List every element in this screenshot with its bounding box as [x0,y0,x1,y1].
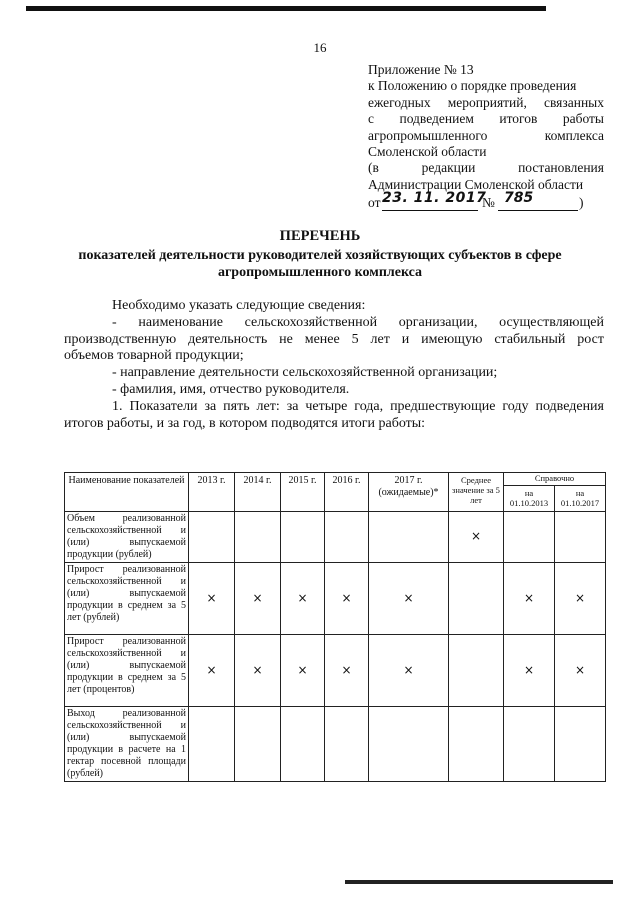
x-mark: × [574,662,586,677]
document-title: ПЕРЕЧЕНЬ [279,228,361,244]
cell [325,635,369,707]
x-mark: × [403,590,414,605]
cell [504,512,555,563]
list-item-line: - наименование сельскохозяйственной организации, осуществляющей [112,314,604,330]
indicators-table [64,472,606,782]
appendix-title: Приложение № 13 [368,62,474,77]
appendix-line: Администрации Смоленской области [368,176,584,192]
table-row [65,707,606,782]
table-row [65,512,606,563]
cell [449,563,504,635]
cell [281,707,325,782]
handwritten-number: 785 [504,190,534,207]
cell [369,707,449,782]
appendix-line: агропромышленного комплекса [368,127,604,143]
number-underline [498,210,578,211]
x-mark: × [206,590,217,605]
cell [325,707,369,782]
x-mark: × [403,662,414,677]
appendix-line: (в редакции постановления [368,160,604,176]
header-ref-2017 [555,486,606,512]
handwritten-date: 23. 11. 2017 [382,190,487,207]
intro-paragraph: Необходимо указать следующие сведения: [112,298,366,313]
cell [449,635,504,707]
row-name: Выход реализованной сельскохозяйственной и (или) выпускаемой продукции в расчете на 1 гектар посевной площади (рублей) [65,707,189,782]
cell [369,635,449,707]
ref-date: 01.10.2017 [560,498,600,508]
table-row [65,563,606,635]
cell [555,635,606,707]
cell [235,563,281,635]
x-mark: × [523,662,535,677]
x-mark: × [470,529,482,543]
appendix-line: ежегодных мероприятий, связанных [368,94,604,110]
appendix-line: с подведением итогов работы [368,111,604,127]
header-2016: 2016 г. [325,473,369,512]
cell [281,563,325,635]
row-name: Объем реализованной сельскохозяйственной и (или) выпускаемой продукции (рублей) [65,512,189,563]
number-label: № [482,195,495,211]
ref-prefix: на [524,488,534,498]
x-mark: × [523,590,535,605]
x-mark: × [574,590,586,605]
cell [369,512,449,563]
resolution-date-number [368,190,604,213]
closing-paren: ) [579,195,584,211]
x-mark: × [252,590,263,605]
ref-date: 01.10.2013 [509,498,549,508]
page-number: 16 [313,40,327,55]
x-mark: × [297,590,308,605]
cell [504,563,555,635]
header-2013: 2013 г. [189,473,235,512]
header-ref-2013 [504,486,555,512]
table-row [65,635,606,707]
header-reference: Справочно [504,473,606,486]
cell [449,707,504,782]
body-text [64,298,604,432]
cell [189,707,235,782]
x-mark: × [252,662,263,677]
appendix-block [368,62,604,213]
date-prefix: от [368,195,381,211]
cell [504,635,555,707]
subtitle-line-2: агропромышленного комплекса [217,264,423,280]
document-subtitle [60,248,580,281]
cell [281,635,325,707]
scan-top-edge [26,6,546,11]
cell [325,512,369,563]
list-item: - направление деятельности сельскохозяйственной организации; [112,365,498,381]
cell [235,512,281,563]
x-mark: × [206,662,217,677]
x-mark: × [297,662,308,677]
scan-bottom-edge [345,880,613,884]
cell [449,512,504,563]
header-2015: 2015 г. [281,473,325,512]
ref-prefix: на [575,488,585,498]
cell [555,563,606,635]
header-average: Среднее значение за 5 лет [449,473,504,512]
list-item-line: объемов товарной продукции; [64,348,244,364]
paragraph-line: 1. Показатели за пять лет: за четыре года, предшествующие году подведения [112,398,604,414]
appendix-line: к Положению о порядке проведения [368,78,577,94]
x-mark: × [341,662,352,677]
paragraph-line: итогов работы, и за год, в котором подводятся итоги работы: [64,415,426,431]
subtitle-line-1: показателей деятельности руководителей хозяйствующих субъектов в сфере [78,248,562,263]
row-name: Прирост реализованной сельскохозяйственной и (или) выпускаемой продукции в среднем за 5 лет (процентов) [65,635,189,707]
cell [235,635,281,707]
x-mark: × [341,590,352,605]
cell [555,707,606,782]
cell [189,512,235,563]
header-name: Наименование показателей [65,473,189,512]
header-2017: 2017 г. (ожидаемые)* [369,473,449,512]
date-underline [382,210,478,211]
cell [504,707,555,782]
cell [235,707,281,782]
cell [325,563,369,635]
cell [281,512,325,563]
cell [369,563,449,635]
cell [189,563,235,635]
appendix-line: Смоленской области [368,144,487,160]
cell [555,512,606,563]
list-item: - фамилия, имя, отчество руководителя. [112,381,350,397]
list-item-line: производственную деятельность не менее 5 лет и имеющую стабильный рост [64,331,604,347]
cell [189,635,235,707]
row-name: Прирост реализованной сельскохозяйственной и (или) выпускаемой продукции в среднем за 5 лет (рублей) [65,563,189,635]
header-2014: 2014 г. [235,473,281,512]
